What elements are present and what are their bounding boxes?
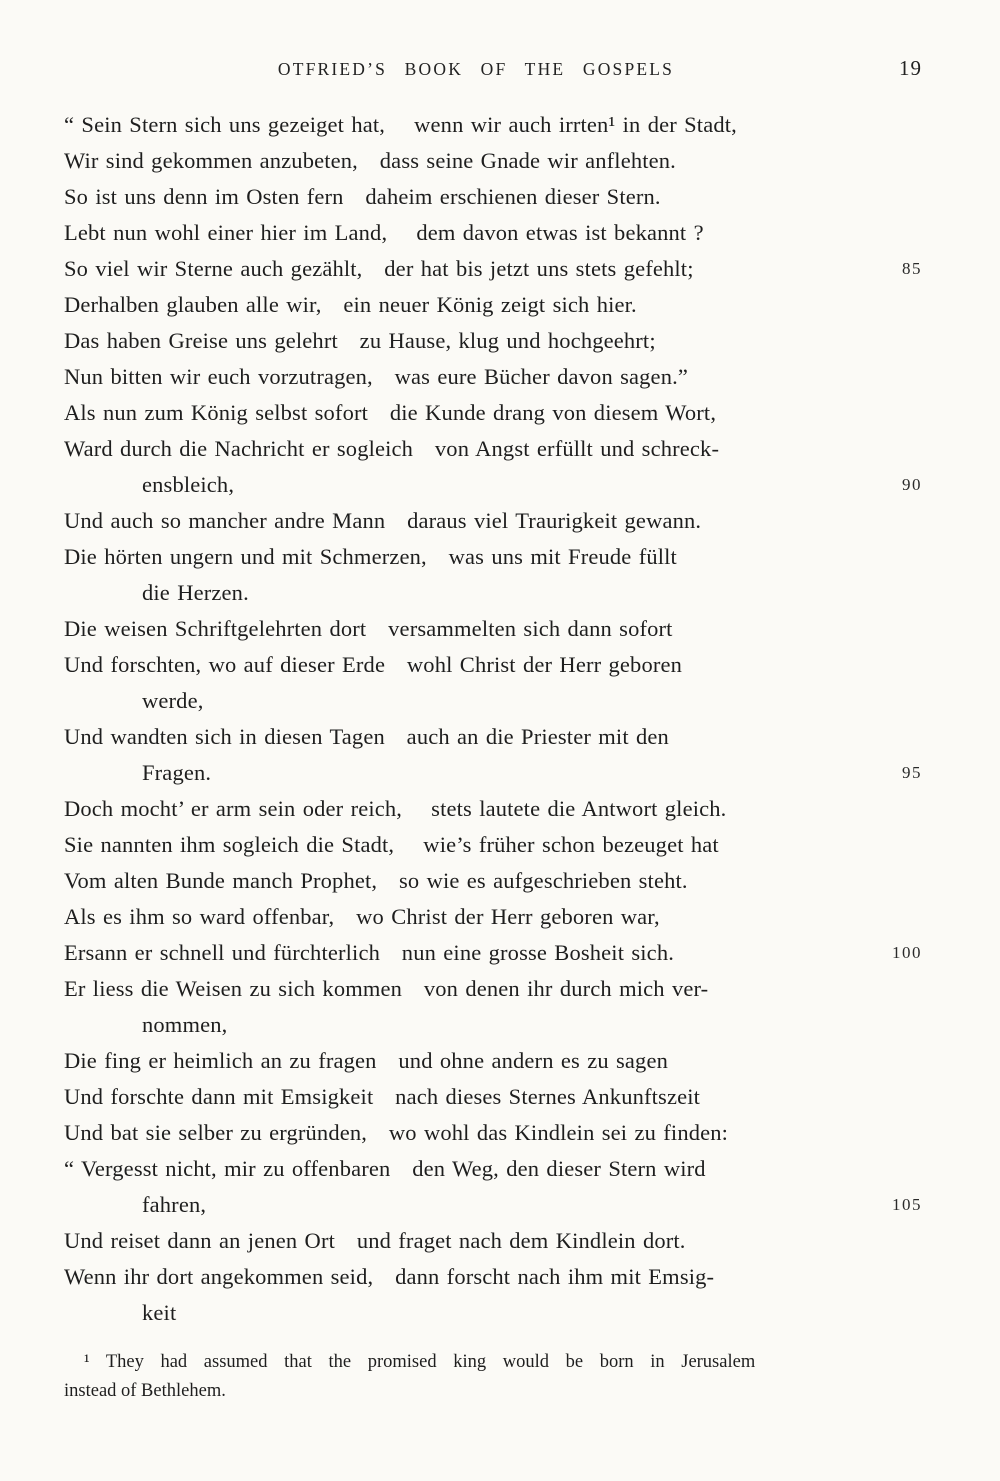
verse-line xyxy=(64,611,922,647)
verse-line xyxy=(64,179,922,215)
verse-line xyxy=(64,1079,922,1115)
verse-line xyxy=(64,1007,922,1043)
verse-line-text: Die fing er heimlich an zu fragen und ohne andern es zu sagen xyxy=(64,1048,668,1073)
verse-line-number: 100 xyxy=(892,943,922,962)
verse-line-text: Doch mocht’ er arm sein oder reich, stets lautete die Antwort gleich. xyxy=(64,796,727,821)
footnote-line: ¹ They had assumed that the promised king would be born in Jerusalem xyxy=(84,1352,756,1372)
verse-line-text: “ Sein Stern sich uns gezeiget hat, wenn wir auch irrten¹ in der Stadt, xyxy=(64,112,737,137)
verse-line-text: werde, xyxy=(142,688,204,713)
verse-line-text: So ist uns denn im Osten fern daheim erschienen dieser Stern. xyxy=(64,184,661,209)
verse-line-text: Das haben Greise uns gelehrt zu Hause, klug und hochgeehrt; xyxy=(64,328,656,353)
footnote-line: instead of Bethlehem. xyxy=(64,1381,226,1401)
verse-line xyxy=(64,1187,922,1223)
verse-line xyxy=(64,755,922,791)
verse-line-text: Und forschte dann mit Emsigkeit nach dieses Sternes Ankunftszeit xyxy=(64,1084,701,1109)
verse-line xyxy=(64,251,922,287)
verse-line-text: nommen, xyxy=(142,1012,228,1037)
verse-line xyxy=(64,1259,922,1295)
verse-line xyxy=(64,899,922,935)
verse-line-number: 90 xyxy=(902,475,922,494)
verse-line xyxy=(64,323,922,359)
verse-line xyxy=(64,1151,922,1187)
verse-line-text: Nun bitten wir euch vorzutragen, was eure Bücher davon sagen.” xyxy=(64,364,689,389)
verse-line xyxy=(64,935,922,971)
verse-line-text: Als nun zum König selbst sofort die Kunde drang von diesem Wort, xyxy=(64,400,717,425)
verse-line xyxy=(64,1115,922,1151)
verse-line xyxy=(64,683,922,719)
verse-line-text: Fragen. xyxy=(142,760,212,785)
verse-line xyxy=(64,971,922,1007)
verse-body xyxy=(64,107,922,1331)
verse-line-text: Und forschten, wo auf dieser Erde wohl Christ der Herr geboren xyxy=(64,652,683,677)
verse-line xyxy=(64,359,922,395)
verse-line-text: Ward durch die Nachricht er sogleich von Angst erfüllt und schreck- xyxy=(64,436,720,461)
verse-line-text: Wir sind gekommen anzubeten, dass seine Gnade wir anflehten. xyxy=(64,148,676,173)
verse-line xyxy=(64,1043,922,1079)
verse-line xyxy=(64,1223,922,1259)
verse-line-text: Und reiset dann an jenen Ort und fraget nach dem Kindlein dort. xyxy=(64,1228,686,1253)
verse-line xyxy=(64,107,922,143)
verse-line-text: fahren, xyxy=(142,1192,207,1217)
verse-line-text: Und wandten sich in diesen Tagen auch an die Priester mit den xyxy=(64,724,669,749)
verse-line-number: 105 xyxy=(892,1195,922,1214)
verse-line xyxy=(64,647,922,683)
page-header xyxy=(64,56,922,81)
verse-line-text: Die weisen Schriftgelehrten dort versammelten sich dann sofort xyxy=(64,616,673,641)
verse-line-text: Und auch so mancher andre Mann daraus viel Traurigkeit gewann. xyxy=(64,508,702,533)
verse-line-text: Wenn ihr dort angekommen seid, dann forscht nach ihm mit Emsig- xyxy=(64,1264,715,1289)
verse-line xyxy=(64,467,922,503)
verse-line xyxy=(64,503,922,539)
verse-line-text: “ Vergesst nicht, mir zu offenbaren den Weg, den dieser Stern wird xyxy=(64,1156,706,1181)
verse-line-text: Vom alten Bunde manch Prophet, so wie es aufgeschrieben steht. xyxy=(64,868,688,893)
verse-line-text: Lebt nun wohl einer hier im Land, dem davon etwas ist bekannt ? xyxy=(64,220,704,245)
verse-line-number: 85 xyxy=(902,259,922,278)
verse-line-text: Sie nannten ihm sogleich die Stadt, wie’s früher schon bezeuget hat xyxy=(64,832,719,857)
verse-line-text: ensbleich, xyxy=(142,472,235,497)
verse-line xyxy=(64,575,922,611)
verse-line xyxy=(64,143,922,179)
verse-line xyxy=(64,791,922,827)
verse-line xyxy=(64,215,922,251)
footnote xyxy=(64,1348,922,1406)
verse-line-text: Ersann er schnell und fürchterlich nun eine grosse Bosheit sich. xyxy=(64,940,674,965)
verse-line xyxy=(64,539,922,575)
page-number: 19 xyxy=(899,56,922,80)
verse-line-text: Derhalben glauben alle wir, ein neuer König zeigt sich hier. xyxy=(64,292,637,317)
verse-line xyxy=(64,719,922,755)
verse-line-text: So viel wir Sterne auch gezählt, der hat bis jetzt uns stets gefehlt; xyxy=(64,256,694,281)
verse-line xyxy=(64,431,922,467)
verse-line-text: Und bat sie selber zu ergründen, wo wohl das Kindlein sei zu finden: xyxy=(64,1120,729,1145)
verse-line xyxy=(64,395,922,431)
verse-line xyxy=(64,863,922,899)
verse-line-number: 95 xyxy=(902,763,922,782)
verse-line xyxy=(64,1295,922,1331)
verse-line xyxy=(64,827,922,863)
verse-line-text: Als es ihm so ward offenbar, wo Christ der Herr geboren war, xyxy=(64,904,660,929)
verse-line-text: Er liess die Weisen zu sich kommen von denen ihr durch mich ver- xyxy=(64,976,709,1001)
verse-line-text: die Herzen. xyxy=(142,580,249,605)
verse-line-text: Die hörten ungern und mit Schmerzen, was uns mit Freude füllt xyxy=(64,544,677,569)
running-title: OTFRIED’S BOOK OF THE GOSPELS xyxy=(277,59,675,79)
verse-line xyxy=(64,287,922,323)
verse-line-text: keit xyxy=(142,1300,177,1325)
